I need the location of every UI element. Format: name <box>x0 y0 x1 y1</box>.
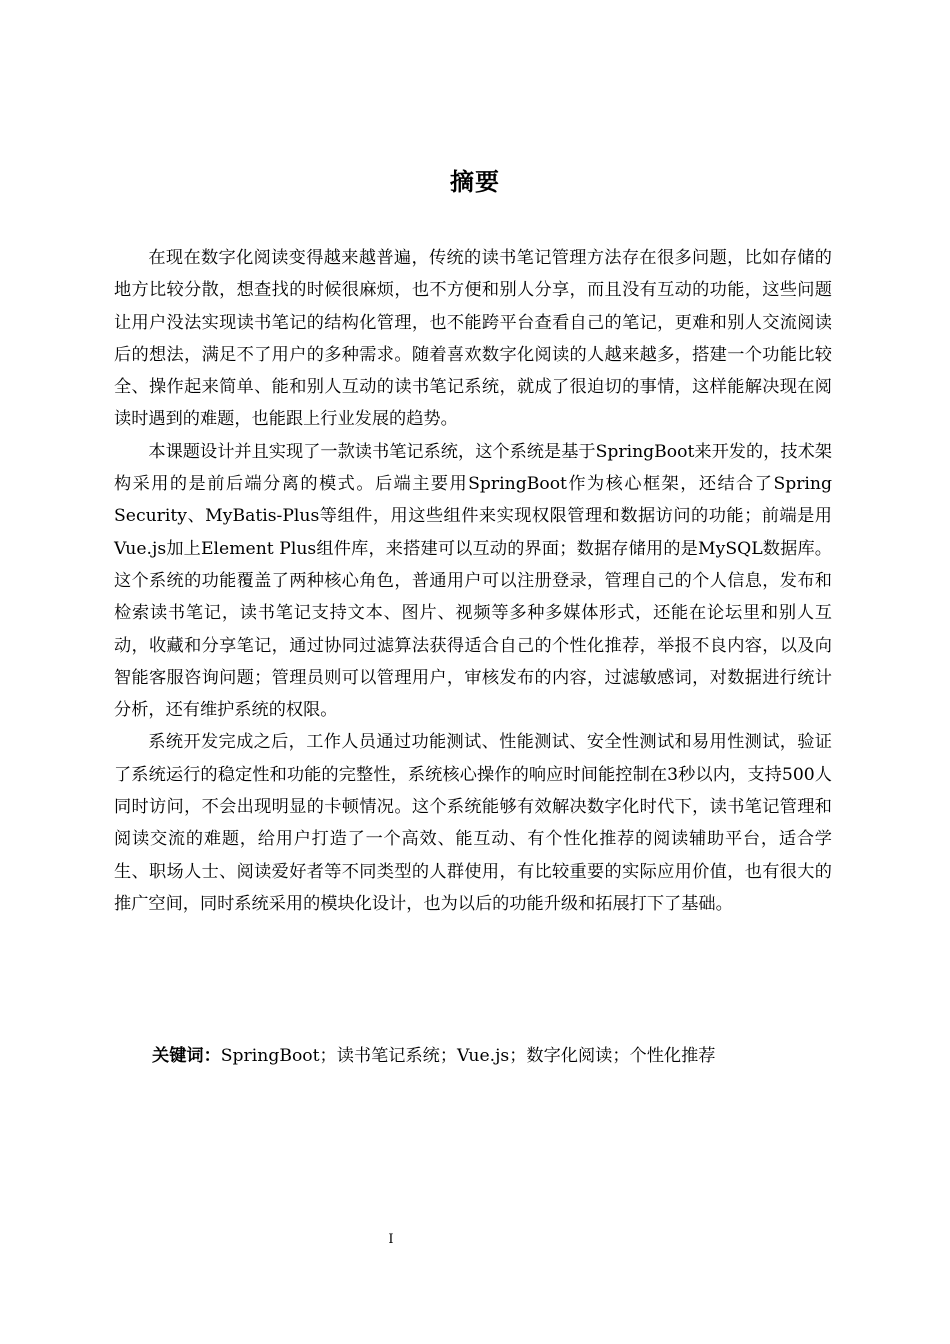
abstract-paragraph-1: 在现在数字化阅读变得越来越普遍，传统的读书笔记管理方法存在很多问题，比如存储的地方比较分散，想查找的时候很麻烦，也不方便和别人分享，而且没有互动的功能，这些问题让用户没法实现读书笔记的结构化管理，也不能跨平台查看自己的笔记，更难和别人交流阅读后的想法，满足不了用户的多种需求。随着喜欢数字化阅读的人越来越多，搭建一个功能比较全、操作起来简单、能和别人互动的读书笔记系统，就成了很迫切的事情，这样能解决现在阅读时遇到的难题，也能跟上行业发展的趋势。 <box>114 248 832 430</box>
keywords-text: SpringBoot；读书笔记系统；Vue.js；数字化阅读；个性化推荐 <box>220 1046 716 1066</box>
abstract-body <box>114 242 832 920</box>
keywords-label: 关键词： <box>152 1046 221 1066</box>
abstract-paragraph-3: 系统开发完成之后，工作人员通过功能测试、性能测试、安全性测试和易用性测试，验证了系统运行的稳定性和功能的完整性，系统核心操作的响应时间能控制在3秒以内，支持500人同时访问，不会出现明显的卡顿情况。这个系统能够有效解决数字化时代下，读书笔记管理和阅读交流的难题，给用户打造了一个高效、能互动、有个性化推荐的阅读辅助平台，适合学生、职场人士、阅读爱好者等不同类型的人群使用，有比较重要的实际应用价值，也有很大的推广空间，同时系统采用的模块化设计，也为以后的功能升级和拓展打下了基础。 <box>114 732 832 914</box>
abstract-title: 摘要 <box>450 168 500 196</box>
keywords-line <box>152 1040 832 1072</box>
page-number: I <box>388 1232 394 1247</box>
abstract-paragraph-2: 本课题设计并且实现了一款读书笔记系统，这个系统是基于SpringBoot来开发的，技术架构采用的是前后端分离的模式。后端主要用SpringBoot作为核心框架，还结合了Spring Security、MyBatis-Plus等组件，用这些组件来实现权限管理和数据访问的功能；前端是用Vue.js加上Element Plus组件库，来搭建可以互动的界面；数据存储用的是MySQL数据库。这个系统的功能覆盖了两种核心角色，普通用户可以注册登录，管理自己的个人信息，发布和检索读书笔记，读书笔记支持文本、图片、视频等多种多媒体形式，还能在论坛里和别人互动，收藏和分享笔记，通过协同过滤算法获得适合自己的个性化推荐，举报不良内容，以及向智能客服咨询问题；管理员则可以管理用户，审核发布的内容，过滤敏感词，对数据进行统计分析，还有维护系统的权限。 <box>114 441 832 721</box>
